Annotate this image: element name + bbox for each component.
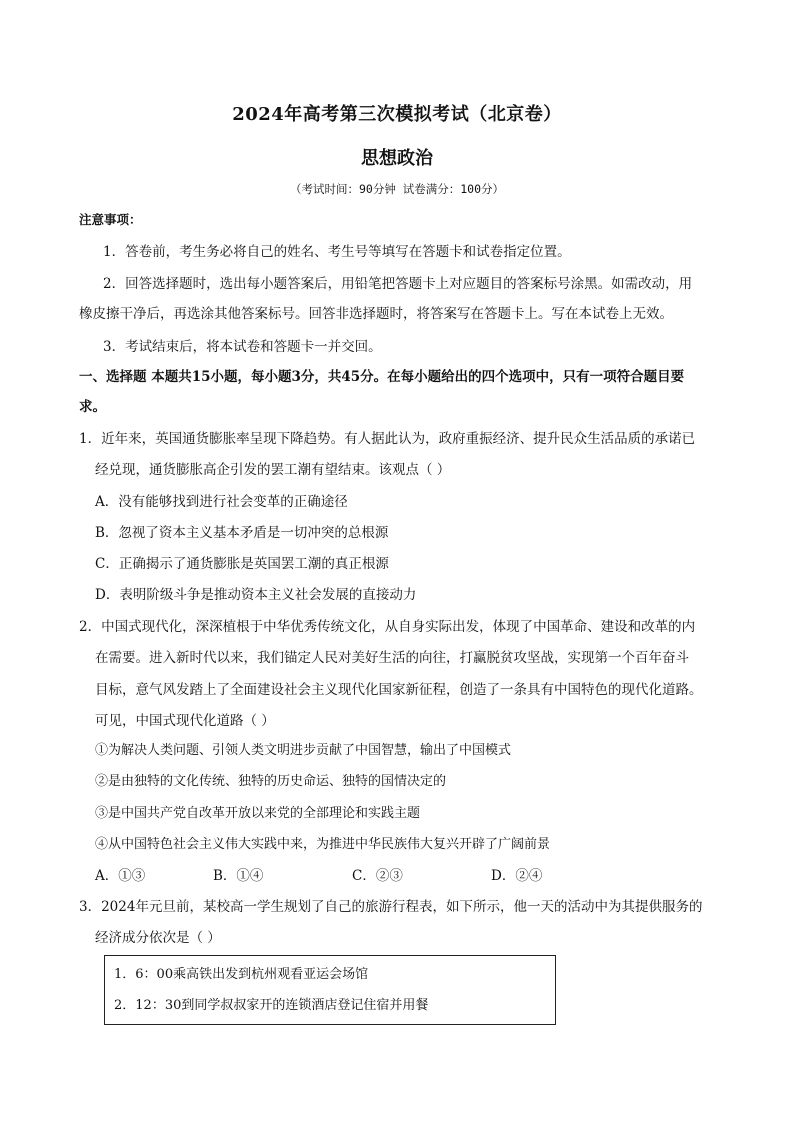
question-2-stem-line-3: 目标，意气风发踏上了全面建设社会主义现代化国家新征程，创造了一条具有中国特色的现代化道路。 [95, 682, 703, 698]
itinerary-item-2: 2．12：30到同学叔叔家开的连锁酒店登记住宿并用餐 [114, 998, 429, 1013]
question-1-stem-line-2: 经兑现，通货膨胀高企引发的罢工潮有望结束。该观点（ ） [95, 462, 451, 478]
notice-item-3: 3．考试结束后，将本试卷和答题卡一并交回。 [103, 339, 382, 355]
question-2-stem-line-2: 在需要。进入新时代以来，我们锚定人民对美好生活的向往，打赢脱贫攻坚战，实现第一个百年奋斗 [95, 650, 689, 666]
notice-item-2-line-1: 2．回答选择题时，选出每小题答案后，用铅笔把答题卡上对应题目的答案标号涂黑。如需改动，用 [103, 276, 693, 292]
question-2-statement-3: ③是中国共产党自改革开放以来党的全部理论和实践主题 [95, 806, 421, 821]
question-2-option-d: D．②④ [491, 868, 543, 884]
question-2-statement-1: ①为解决人类问题、引领人类文明进步贡献了中国智慧，输出了中国模式 [95, 743, 512, 758]
itinerary-item-1: 1．6：00乘高铁出发到杭州观看亚运会场馆 [114, 967, 369, 982]
question-2-option-a: A．①③ [95, 868, 146, 884]
notice-heading: 注意事项： [79, 212, 142, 227]
question-1-option-c: C．正确揭示了通货膨胀是英国罢工潮的真正根源 [95, 556, 389, 572]
notice-item-1: 1．答卷前，考生务必将自己的姓名、考生号等填写在答题卡和试卷指定位置。 [103, 244, 571, 260]
question-1-stem-line-1: 1．近年来，英国通货膨胀率呈现下降趋势。有人据此认为，政府重振经济、提升民众生活品质的承诺已 [79, 431, 696, 447]
question-2-stem-line-1: 2．中国式现代化，深深植根于中华优秀传统文化，从自身实际出发，体现了中国革命、建设和改革的内 [79, 619, 696, 635]
question-2-option-c: C．②③ [352, 868, 403, 884]
question-2-option-b: B．①④ [213, 868, 264, 884]
question-2-statement-2: ②是由独特的文化传统、独特的历史命运、独特的国情决定的 [95, 774, 447, 789]
exam-title: 2024年高考第三次模拟考试（北京卷） [232, 104, 562, 125]
notice-item-2-line-2: 橡皮擦干净后，再选涂其他答案标号。回答非选择题时，将答案写在答题卡上。写在本试卷上无效。 [79, 306, 673, 322]
question-1-option-b: B．忽视了资本主义基本矛盾是一切冲突的总根源 [95, 525, 389, 541]
question-3-stem-line-2: 经济成分依次是（ ） [95, 930, 221, 946]
exam-info: （考试时间：90分钟 试卷满分：100分） [289, 182, 505, 196]
question-1-option-a: A．没有能够找到进行社会变革的正确途径 [95, 494, 348, 510]
question-1-option-d: D．表明阶级斗争是推动资本主义社会发展的直接动力 [95, 587, 417, 603]
section-1-heading-line-1: 一、选择题 本题共15小题，每小题3分，共45分。在每小题给出的四个选项中，只有一项符合题目要 [79, 369, 685, 385]
subject-title: 思想政治 [361, 148, 433, 169]
section-1-heading-line-2: 求。 [79, 399, 106, 415]
question-2-stem-line-4: 可见，中国式现代化道路（ ） [95, 713, 275, 729]
question-3-stem-line-1: 3．2024年元旦前，某校高一学生规划了自己的旅游行程表，如下所示，他一天的活动中为其提供服务的 [79, 899, 703, 915]
question-2-statement-4: ④从中国特色社会主义伟大实践中来，为推进中华民族伟大复兴开辟了广阔前景 [95, 837, 551, 852]
